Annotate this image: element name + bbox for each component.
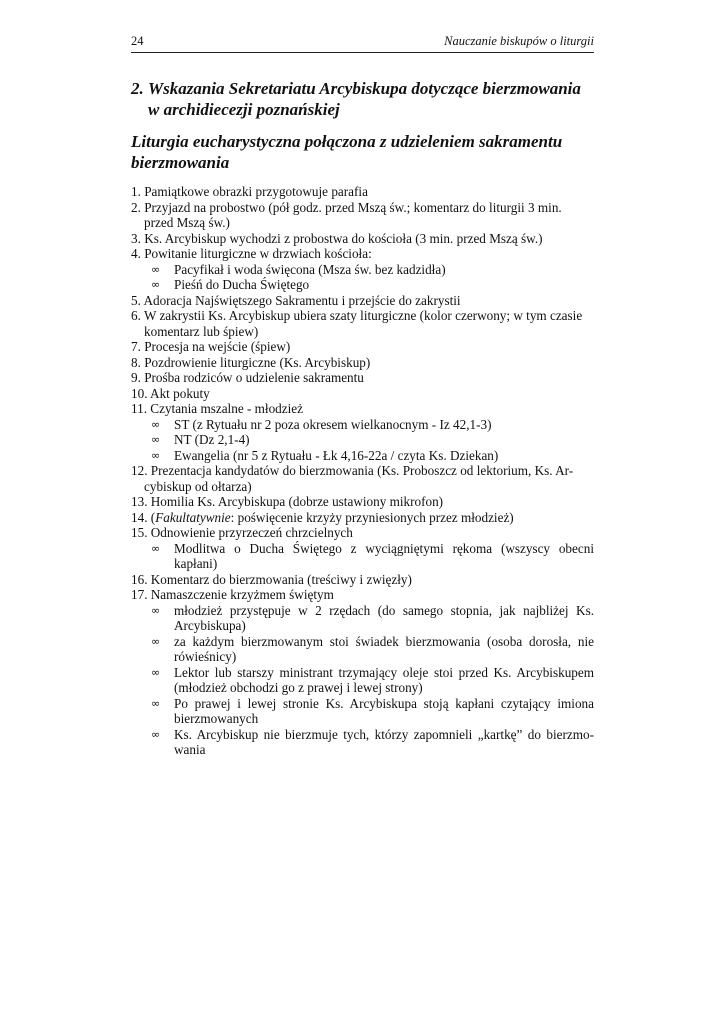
list-item bbox=[131, 463, 594, 479]
list-item-text: 15. Odnowienie przyrzeczeń chrzcielnych bbox=[131, 525, 353, 540]
list-item-text: : poświęcenie krzyży przyniesionych przez młodzież) bbox=[230, 509, 514, 525]
bullet-text: Pacyfikał i woda święcona (Msza św. bez kadzidła) bbox=[174, 261, 446, 277]
list-item bbox=[131, 293, 594, 309]
list-item-text: 9. Prośba rodziców o udzielenie sakramentu bbox=[131, 370, 364, 385]
bullet-text: Pieśń do Ducha Świętego bbox=[174, 277, 310, 292]
infinity-bullet-icon: ∞ bbox=[151, 727, 161, 741]
list-item-text: 7. Procesja na wejście (śpiew) bbox=[131, 339, 291, 354]
list-item-continuation bbox=[131, 479, 594, 495]
bullet-item bbox=[131, 417, 594, 433]
bullet-item bbox=[131, 696, 594, 727]
list-item-text: 6. W zakrystii Ks. Arcybiskup ubiera szaty liturgiczne (kolor czerwony; w tym czasie bbox=[131, 308, 583, 323]
running-title: Nauczanie biskupów o liturgii bbox=[444, 34, 594, 48]
section-number: 2. bbox=[131, 79, 144, 98]
list-item-text: komentarz lub śpiew) bbox=[144, 323, 259, 339]
bullet-text: młodzież przystępuje w 2 rzędach (do samego stopnia, jak najbliżej Ks. Arcybiskupa) bbox=[174, 602, 594, 633]
list-item bbox=[131, 200, 594, 216]
bullet-item bbox=[131, 634, 594, 665]
section-title-line-2: w archidiecezji poznańskiej bbox=[148, 100, 340, 119]
list-item-text: cybiskup od ołtarza) bbox=[144, 478, 252, 494]
list-item-continuation bbox=[131, 215, 594, 231]
infinity-bullet-icon: ∞ bbox=[151, 665, 161, 679]
list-item-prefix: 14. ( bbox=[131, 509, 156, 525]
list-item-continuation bbox=[131, 324, 594, 340]
bullet-item bbox=[131, 603, 594, 634]
subsection-title-line-1: Liturgia eucharystyczna połączona z udzieleniem sakramentu bbox=[131, 132, 563, 151]
subsection-title bbox=[131, 131, 601, 173]
infinity-bullet-icon: ∞ bbox=[151, 417, 161, 431]
infinity-bullet-icon: ∞ bbox=[151, 634, 161, 648]
list-item bbox=[131, 510, 594, 526]
list-item-text: 8. Pozdrowienie liturgiczne (Ks. Arcybiskup) bbox=[131, 354, 371, 370]
list-item-text: 16. Komentarz do bierzmowania (treściwy i zwięzły) bbox=[131, 571, 412, 587]
list-item bbox=[131, 308, 594, 324]
list-item bbox=[131, 401, 594, 417]
list-item-text: 10. Akt pokuty bbox=[131, 385, 210, 401]
bullet-item bbox=[131, 665, 594, 696]
bullet-item bbox=[131, 727, 594, 758]
bullet-text: NT (Dz 2,1-4) bbox=[174, 432, 250, 447]
bullet-item bbox=[131, 262, 594, 278]
list-item-text: 2. Przyjazd na probostwo (pół godz. przed Mszą św.; komentarz do liturgii 3 min. bbox=[131, 199, 562, 215]
list-item bbox=[131, 494, 594, 510]
running-header bbox=[131, 32, 594, 53]
list-item bbox=[131, 246, 594, 262]
section-title bbox=[131, 78, 601, 120]
liturgy-order-list bbox=[131, 184, 594, 758]
list-item-text: 4. Powitanie liturgiczne w drzwiach kościoła: bbox=[131, 246, 372, 261]
page-number: 24 bbox=[131, 34, 144, 48]
infinity-bullet-icon: ∞ bbox=[151, 541, 161, 555]
list-item-text: 5. Adoracja Najświętszego Sakramentu i przejście do zakrystii bbox=[131, 292, 461, 308]
list-item-text: 12. Prezentacja kandydatów do bierzmowania (Ks. Proboszcz od lektorium, Ks. Ar- bbox=[131, 463, 574, 478]
bullet-text: Ks. Arcybiskup nie bierzmuje tych, którzy zapomnieli „kartkę” do bierzmo-wania bbox=[174, 726, 594, 757]
infinity-bullet-icon: ∞ bbox=[151, 603, 161, 617]
list-item bbox=[131, 572, 594, 588]
bullet-item bbox=[131, 432, 594, 448]
list-item bbox=[131, 587, 594, 603]
infinity-bullet-icon: ∞ bbox=[151, 448, 161, 462]
bullet-item bbox=[131, 277, 594, 293]
subsection-title-line-2: bierzmowania bbox=[131, 153, 230, 172]
list-item bbox=[131, 386, 594, 402]
section-title-line-1: Wskazania Sekretariatu Arcybiskupa dotyczące bierzmowania bbox=[148, 79, 581, 98]
list-item-text: przed Mszą św.) bbox=[144, 215, 230, 230]
list-item bbox=[131, 339, 594, 355]
list-item-text: 1. Pamiątkowe obrazki przygotowuje parafia bbox=[131, 184, 368, 199]
bullet-text: Modlitwa o Ducha Świętego z wyciągniętymi rękoma (wszyscy obecni kapłani) bbox=[174, 540, 594, 571]
bullet-text: Ewangelia (nr 5 z Rytuału - Łk 4,16-22a / czyta Ks. Dziekan) bbox=[174, 447, 499, 463]
list-item bbox=[131, 184, 594, 200]
list-item bbox=[131, 231, 594, 247]
bullet-item bbox=[131, 541, 594, 572]
list-item-text: 13. Homilia Ks. Arcybiskupa (dobrze ustawiony mikrofon) bbox=[131, 494, 444, 509]
list-item-text: 17. Namaszczenie krzyżmem świętym bbox=[131, 587, 334, 602]
infinity-bullet-icon: ∞ bbox=[151, 278, 161, 291]
list-item-text: 3. Ks. Arcybiskup wychodzi z probostwa do kościoła (3 min. przed Mszą św.) bbox=[131, 230, 543, 246]
list-item bbox=[131, 370, 594, 386]
list-item bbox=[131, 355, 594, 371]
infinity-bullet-icon: ∞ bbox=[151, 696, 161, 710]
bullet-text: ST (z Rytuału nr 2 poza okresem wielkanocnym - Iz 42,1-3) bbox=[174, 416, 492, 432]
bullet-item bbox=[131, 448, 594, 464]
infinity-bullet-icon: ∞ bbox=[151, 433, 161, 446]
infinity-bullet-icon: ∞ bbox=[151, 262, 161, 276]
bullet-text: za każdym bierzmowanym stoi świadek bierzmowania (osoba dorosła, nie rówieśnicy) bbox=[174, 633, 594, 664]
bullet-text: Po prawej i lewej stronie Ks. Arcybiskupa stoją kapłani czytający imiona bierzmowanych bbox=[174, 695, 594, 726]
emphasized-word: Fakultatywnie bbox=[155, 509, 231, 525]
list-item-text: 11. Czytania mszalne - młodzież bbox=[131, 401, 303, 416]
list-item bbox=[131, 525, 594, 541]
bullet-text: Lektor lub starszy ministrant trzymający oleje stoi przed Ks. Arcybiskupem (młodzież obchodzi go z prawej i lewej strony) bbox=[174, 664, 594, 695]
